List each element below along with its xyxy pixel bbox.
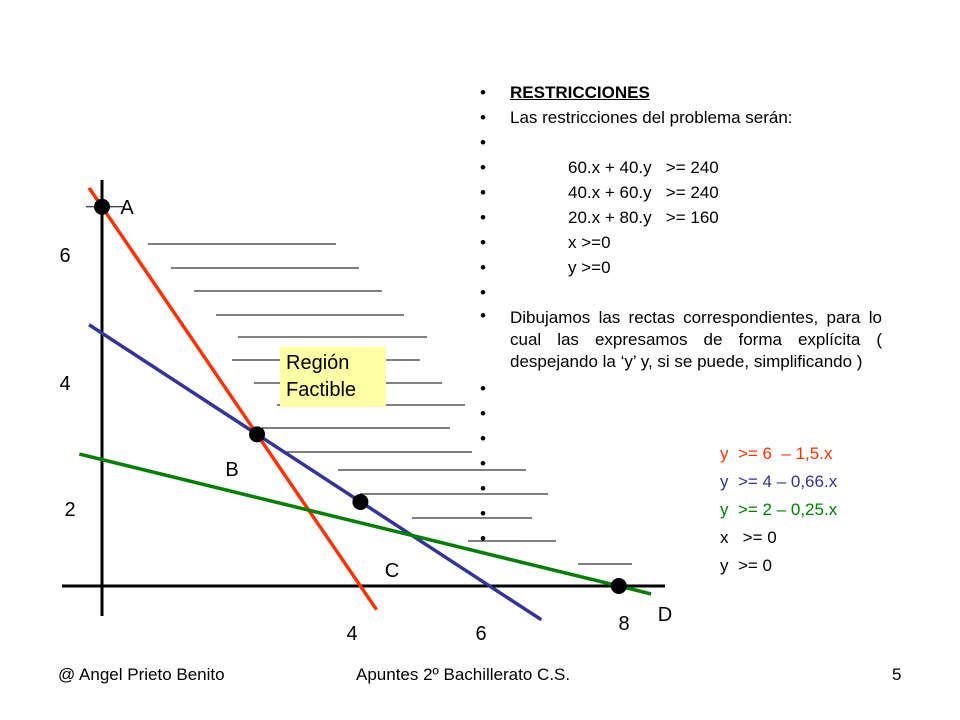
restrictions-intro: • Las restricciones del problema serán: — [480, 105, 882, 130]
empty-bullet — [480, 130, 882, 155]
explanation-paragraph: • Dibujamos las rectas correspondientes, para lo cual las expresamos de forma explícita ( despejando la ‘y’ y, si se puede, simplificando ) — [480, 305, 882, 376]
point-label-c: C — [384, 560, 400, 582]
x-tick-label: 8 — [618, 613, 630, 635]
point-label-a: A — [120, 197, 134, 219]
y-tick-labels — [59, 245, 75, 521]
inequality-item: • 20.x + 80.y >= 160 — [480, 205, 882, 230]
explicit-form-green: y >= 2 – 0,25.x — [720, 500, 838, 519]
empty-bullet — [480, 401, 882, 426]
empty-bullet — [480, 280, 882, 305]
vertex-point-d — [611, 578, 627, 594]
y-tick-label: 2 — [64, 499, 76, 521]
vertex-point-c — [352, 494, 368, 510]
footer-page-number: 5 — [892, 665, 902, 684]
restrictions-title: RESTRICCIONES — [510, 83, 650, 102]
inequality-item: • x >=0 — [480, 230, 882, 255]
feasible-region-label — [280, 347, 386, 407]
footer-course: Apuntes 2º Bachillerato C.S. — [356, 665, 571, 684]
x-tick-label: 4 — [346, 623, 358, 645]
explicit-form-blue: y >= 4 – 0,66.x — [720, 472, 838, 491]
inequality-item: • y >=0 — [480, 255, 882, 280]
explicit-form-x: x >= 0 — [720, 528, 777, 547]
explicit-form-red: y >= 6 – 1,5.x — [720, 444, 833, 463]
explicit-forms — [720, 440, 837, 580]
explicit-form-y: y >= 0 — [720, 556, 772, 575]
region-label-line: Región — [286, 352, 350, 374]
inequality-item: • 40.x + 60.y >= 240 — [480, 180, 882, 205]
y-tick-label: 6 — [59, 245, 71, 267]
inequality-item: • 60.x + 40.y >= 240 — [480, 155, 882, 180]
x-tick-labels — [346, 613, 629, 645]
y-tick-label: 4 — [59, 373, 71, 395]
restrictions-title-item — [480, 80, 882, 105]
vertex-point-b — [249, 426, 265, 442]
empty-bullet — [480, 376, 882, 401]
region-label-line: Factible — [286, 379, 357, 401]
x-tick-label: 6 — [475, 623, 487, 645]
footer-author: @ Angel Prieto Benito — [58, 665, 225, 684]
point-label-d: D — [657, 604, 673, 626]
point-label-b: B — [225, 459, 239, 481]
